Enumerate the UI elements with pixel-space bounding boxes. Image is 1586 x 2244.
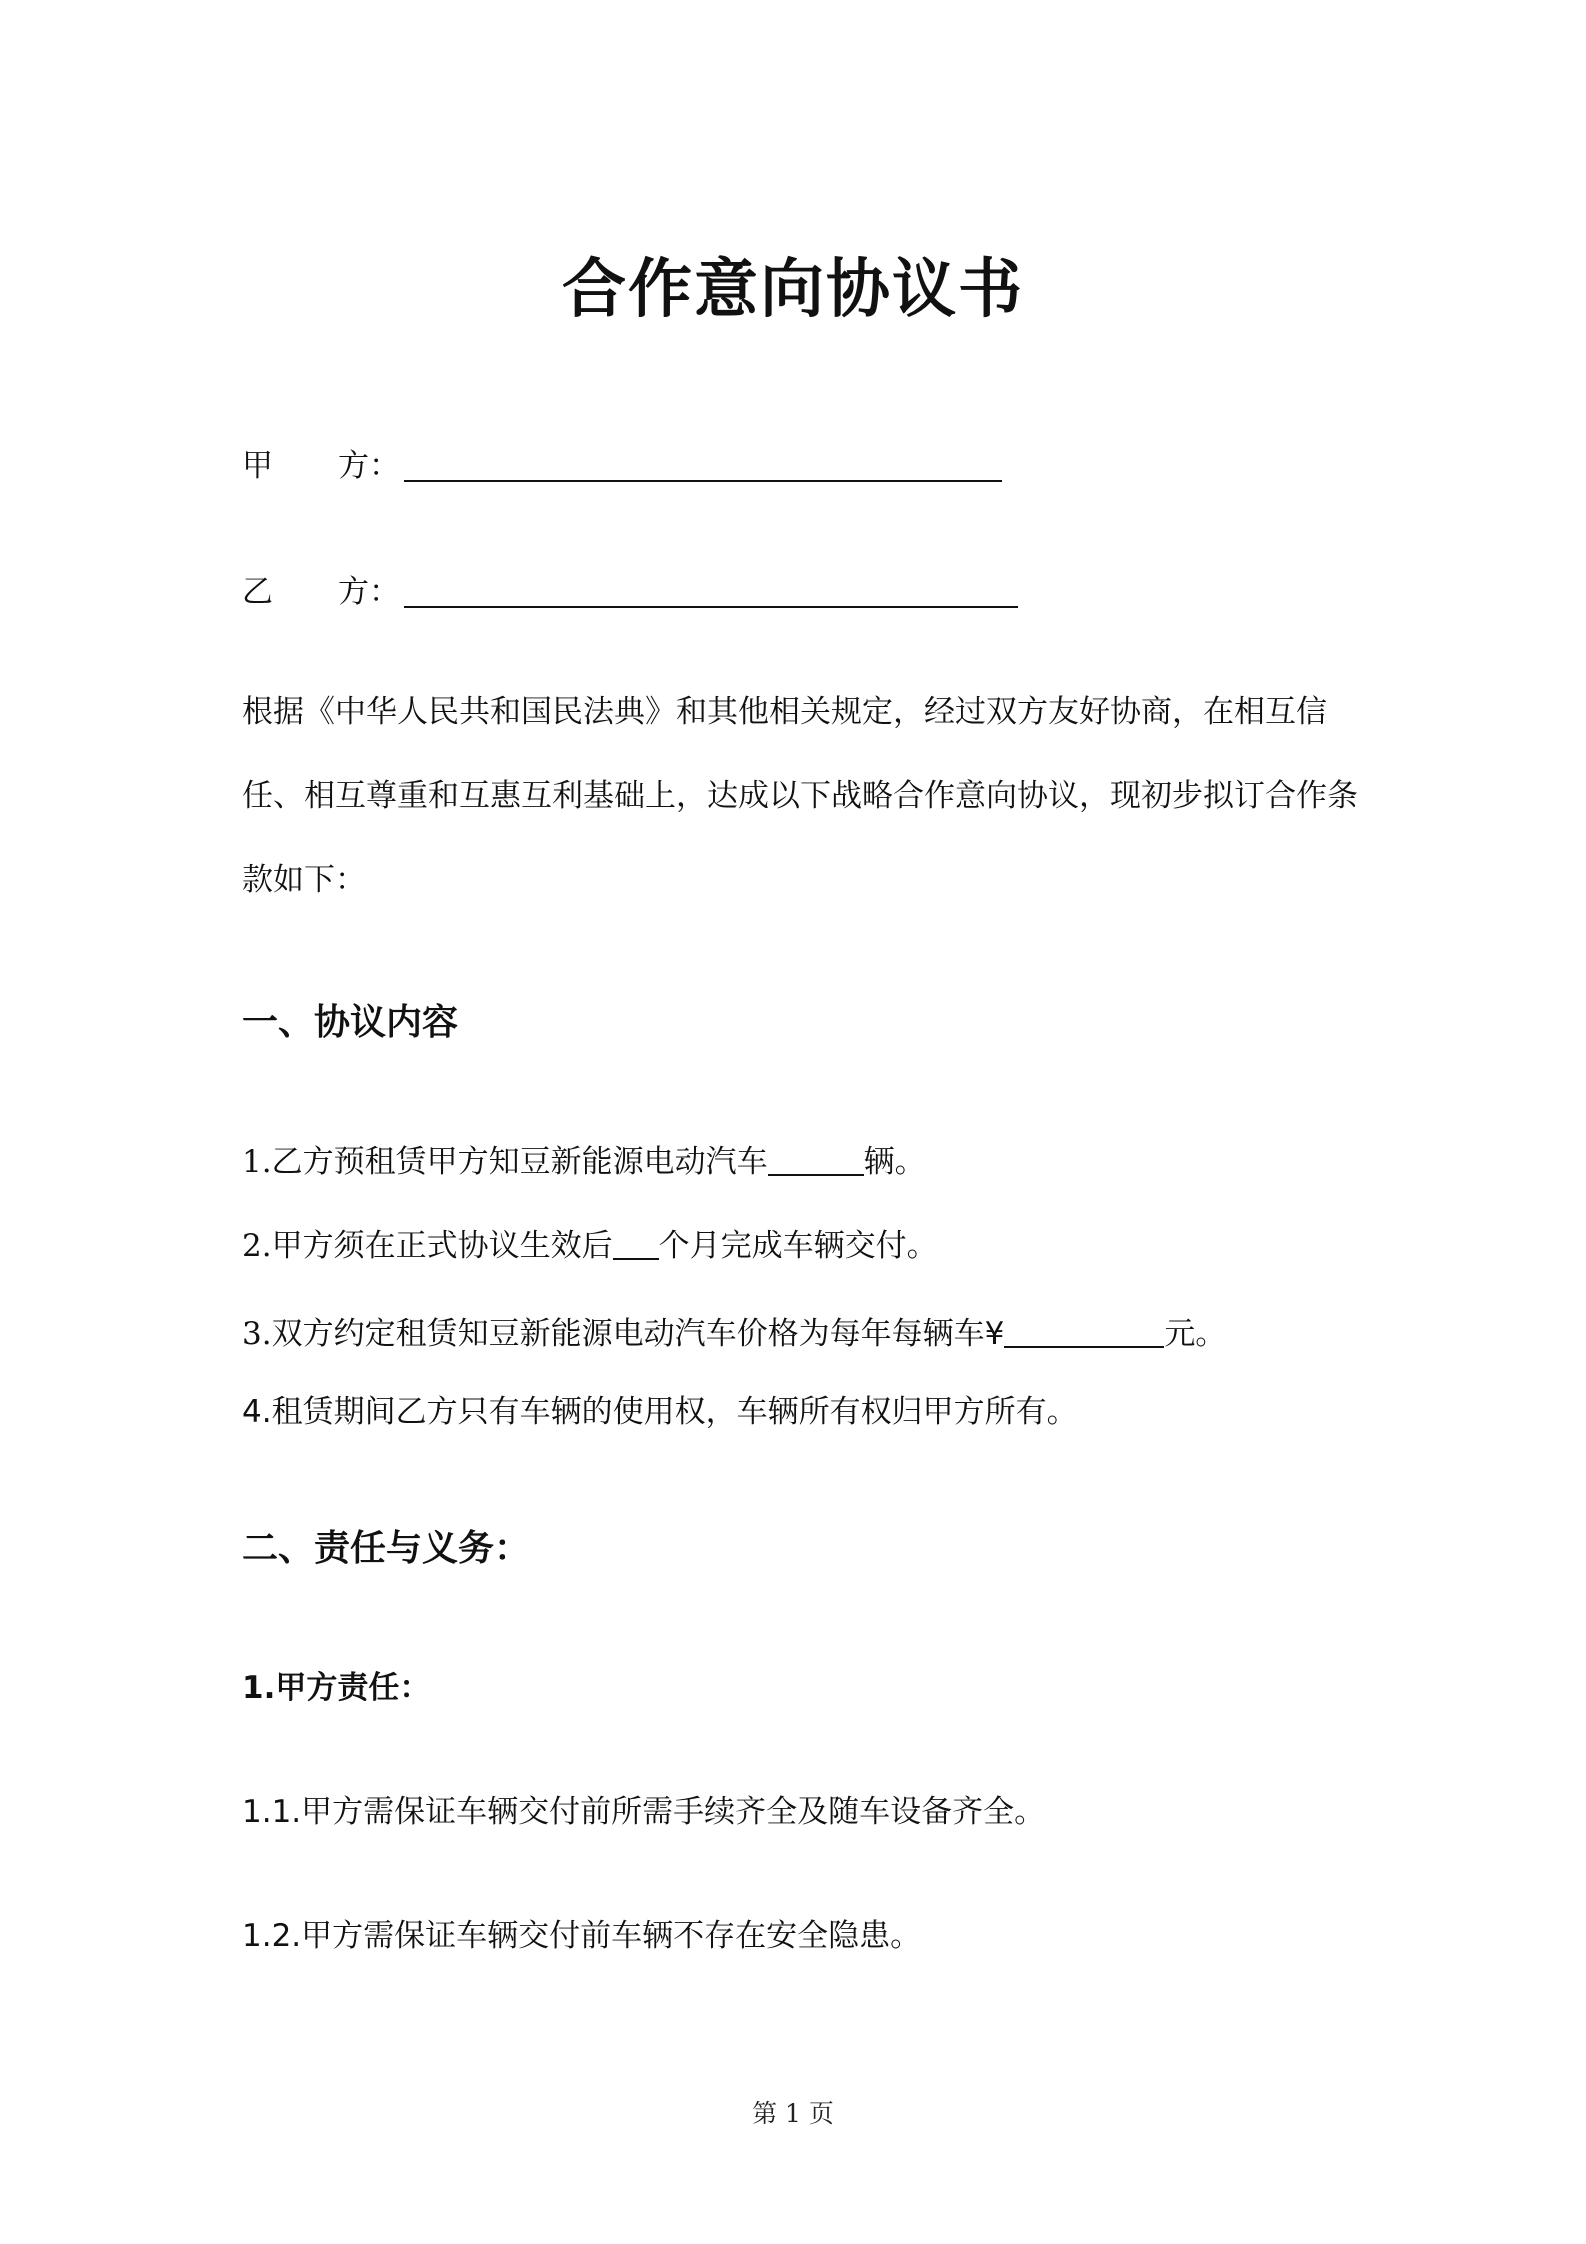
page-number: 第 1 页 bbox=[752, 2099, 834, 2128]
price-blank bbox=[1004, 1316, 1164, 1348]
item-text-suffix: 元。 bbox=[1164, 1316, 1227, 1352]
agreement-item-4: 4.租赁期间乙方只有车辆的使用权，车辆所有权归甲方所有。 bbox=[242, 1394, 1078, 1430]
intro-paragraph: 根据《中华人民共和国民法典》和其他相关规定，经过双方友好协商，在相互信任、相互尊重和互惠互利基础上，达成以下战略合作意向协议，现初步拟订合作条款如下： bbox=[242, 694, 1358, 898]
party-a-responsibility-heading: 1.甲方责任： bbox=[242, 1670, 431, 1706]
agreement-item-2 bbox=[242, 1220, 938, 1265]
item-text: 双方约定租赁知豆新能源电动汽车价格为每年每辆车¥ bbox=[271, 1316, 1005, 1352]
item-number: 3. bbox=[242, 1316, 272, 1352]
section-1-heading: 一、协议内容 bbox=[242, 1002, 459, 1043]
party-b-blank-line bbox=[404, 606, 1018, 608]
months-blank bbox=[613, 1228, 659, 1260]
item-text: 乙方预租赁甲方知豆新能源电动汽车 bbox=[271, 1144, 768, 1180]
item-number: 2. bbox=[242, 1228, 272, 1264]
section-2-heading: 二、责任与义务： bbox=[242, 1528, 531, 1569]
responsibility-item-1-2: 1.2.甲方需保证车辆交付前车辆不存在安全隐患。 bbox=[242, 1918, 922, 1954]
party-a-label: 甲 bbox=[242, 448, 273, 484]
party-b-label: 乙 bbox=[242, 574, 273, 610]
item-text-suffix: 辆。 bbox=[863, 1144, 926, 1180]
party-a-suffix: 方： bbox=[338, 448, 400, 484]
item-text-suffix: 个月完成车辆交付。 bbox=[658, 1228, 938, 1264]
party-b-suffix: 方： bbox=[338, 574, 400, 610]
agreement-item-1 bbox=[242, 1136, 926, 1181]
party-a-blank-line bbox=[404, 480, 1002, 482]
agreement-item-3 bbox=[242, 1308, 1226, 1353]
item-number: 1. bbox=[242, 1144, 272, 1180]
vehicle-count-blank bbox=[768, 1144, 864, 1176]
responsibility-item-1-1: 1.1.甲方需保证车辆交付前所需手续齐全及随车设备齐全。 bbox=[242, 1794, 1046, 1830]
document-title: 合作意向协议书 bbox=[562, 253, 1024, 327]
item-text: 甲方须在正式协议生效后 bbox=[271, 1228, 613, 1264]
